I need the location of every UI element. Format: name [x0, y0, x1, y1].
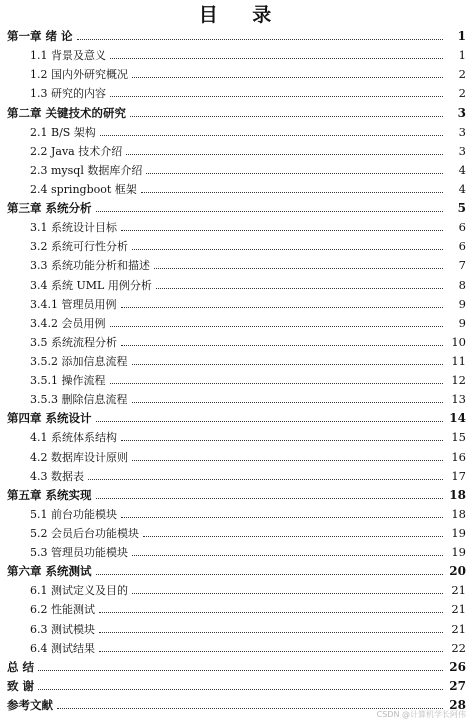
toc-entry-label: 3.4.2 会员用例 — [30, 316, 106, 330]
toc-entry-page-number: 3 — [457, 105, 466, 120]
toc-entry-page-number: 9 — [458, 315, 466, 330]
dot-leader — [121, 230, 443, 231]
toc-entry-label: 3.1 系统设计目标 — [30, 221, 117, 235]
toc-entry-label: 第一章 绪 论 — [7, 29, 73, 44]
watermark-text: CSDN @计算机学长阿伟 — [376, 710, 466, 719]
toc-entry-page-number: 11 — [451, 353, 466, 368]
dot-leader — [96, 421, 443, 422]
toc-entry-page-number: 13 — [451, 392, 466, 407]
toc-entry-label: 2.3 mysql 数据库介绍 — [30, 163, 143, 177]
toc-entry-label: 6.2 性能测试 — [30, 603, 95, 617]
toc-section-entry[interactable] — [0, 217, 474, 236]
toc-entry-page-number: 21 — [451, 602, 466, 617]
toc-entry-page-number: 20 — [449, 564, 466, 579]
toc-entry-page-number: 10 — [451, 334, 466, 349]
toc-entry-page-number: 6 — [458, 239, 466, 254]
dot-leader — [146, 173, 443, 174]
dot-leader — [88, 479, 443, 480]
toc-entry-label: 4.2 数据库设计原则 — [30, 450, 128, 464]
dot-leader — [132, 249, 443, 250]
toc-section-entry[interactable] — [0, 122, 474, 141]
dot-leader — [96, 498, 443, 499]
toc-entry-page-number: 14 — [449, 411, 466, 426]
toc-entry-page-number: 1 — [458, 48, 466, 63]
toc-entry-page-number: 6 — [458, 220, 466, 235]
toc-entry-label: 3.5 系统流程分析 — [30, 335, 117, 349]
toc-entry-label: 6.1 测试定义及目的 — [30, 584, 128, 598]
toc-section-entry[interactable] — [0, 294, 474, 313]
toc-section-entry[interactable] — [0, 599, 474, 618]
toc-entry-page-number: 2 — [458, 67, 466, 82]
dot-leader — [110, 58, 443, 59]
toc-entry-label: 第五章 系统实现 — [7, 487, 92, 502]
dot-leader — [121, 345, 443, 346]
toc-section-entry[interactable] — [0, 255, 474, 274]
dot-leader — [110, 383, 444, 384]
toc-entry-label: 3.4 系统 UML 用例分析 — [30, 278, 152, 292]
toc-entry-page-number: 28 — [449, 697, 466, 712]
toc-section-entry[interactable] — [0, 580, 474, 599]
toc-section-entry[interactable] — [0, 618, 474, 637]
toc-entry-label: 5.2 会员后台功能模块 — [30, 526, 139, 540]
toc-entry-label: 5.1 前台功能模块 — [30, 507, 117, 521]
toc-chapter-entry[interactable] — [0, 102, 474, 121]
toc-section-entry[interactable] — [0, 542, 474, 561]
toc-entry-label: 3.5.2 添加信息流程 — [30, 354, 128, 368]
dot-leader — [96, 574, 443, 575]
dot-leader — [99, 651, 443, 652]
toc-section-entry[interactable] — [0, 160, 474, 179]
toc-chapter-entry[interactable] — [0, 657, 474, 676]
toc-section-entry[interactable] — [0, 389, 474, 408]
dot-leader — [96, 211, 443, 212]
toc-section-entry[interactable] — [0, 351, 474, 370]
toc-section-entry[interactable] — [0, 141, 474, 160]
toc-entry-page-number: 3 — [458, 143, 466, 158]
toc-entry-label: 致 谢 — [7, 678, 35, 693]
dot-leader — [132, 460, 443, 461]
toc-entry-page-number: 4 — [458, 162, 466, 177]
toc-section-entry[interactable] — [0, 427, 474, 446]
toc-section-entry[interactable] — [0, 370, 474, 389]
dot-leader — [143, 536, 443, 537]
toc-section-entry[interactable] — [0, 313, 474, 332]
dot-leader — [77, 39, 443, 40]
toc-entry-label: 2.1 B/S 架构 — [30, 125, 96, 139]
toc-chapter-entry[interactable] — [0, 408, 474, 427]
toc-entry-page-number: 18 — [449, 487, 466, 502]
dot-leader — [99, 612, 443, 613]
toc-entry-label: 2.4 springboot 框架 — [30, 182, 137, 196]
dot-leader — [154, 268, 443, 269]
toc-entry-page-number: 21 — [451, 621, 466, 636]
toc-entry-page-number: 18 — [451, 506, 466, 521]
toc-entry-page-number: 21 — [451, 583, 466, 598]
dot-leader — [130, 116, 443, 117]
toc-entry-page-number: 16 — [451, 449, 466, 464]
dot-leader — [132, 77, 443, 78]
toc-entry-page-number: 5 — [457, 201, 466, 216]
toc-entry-label: 第六章 系统测试 — [7, 564, 92, 579]
dot-leader — [132, 364, 444, 365]
toc-section-entry[interactable] — [0, 83, 474, 102]
toc-chapter-entry[interactable] — [0, 676, 474, 695]
dot-leader — [132, 402, 444, 403]
toc-entry-label: 5.3 管理员功能模块 — [30, 546, 128, 560]
toc-entry-page-number: 2 — [458, 86, 466, 101]
dot-leader — [99, 632, 443, 633]
dot-leader — [38, 689, 443, 690]
toc-entry-page-number: 3 — [458, 124, 466, 139]
dot-leader — [110, 96, 443, 97]
toc-entry-label: 1.2 国内外研究概况 — [30, 68, 128, 82]
dot-leader — [121, 307, 444, 308]
toc-entry-label: 3.5.1 操作流程 — [30, 374, 106, 388]
toc-entry-label: 参考文献 — [7, 697, 53, 712]
toc-entry-label: 3.3 系统功能分析和描述 — [30, 259, 150, 273]
toc-entry-label: 1.3 研究的内容 — [30, 87, 106, 101]
dot-leader — [141, 192, 443, 193]
toc-chapter-entry[interactable] — [0, 485, 474, 504]
dot-leader — [38, 670, 443, 671]
toc-entry-label: 2.2 Java 技术介绍 — [30, 144, 123, 158]
toc-entry-page-number: 17 — [451, 468, 466, 483]
toc-entry-label: 第三章 系统分析 — [7, 201, 92, 216]
dot-leader — [121, 517, 443, 518]
toc-section-entry[interactable] — [0, 446, 474, 465]
toc-entry-label: 3.5.3 删除信息流程 — [30, 393, 128, 407]
toc-entry-label: 1.1 背景及意义 — [30, 49, 106, 63]
toc-section-entry[interactable] — [0, 466, 474, 485]
toc-section-entry[interactable] — [0, 236, 474, 255]
toc-entry-label: 第二章 关键技术的研究 — [7, 105, 127, 120]
toc-section-entry[interactable] — [0, 523, 474, 542]
toc-chapter-entry[interactable] — [0, 561, 474, 580]
dot-leader — [110, 326, 444, 327]
toc-entry-label: 4.3 数据表 — [30, 469, 84, 483]
toc-entry-page-number: 9 — [458, 296, 466, 311]
toc-chapter-entry[interactable] — [0, 26, 474, 45]
toc-entry-page-number: 12 — [451, 373, 466, 388]
toc-entry-page-number: 26 — [449, 659, 466, 674]
toc-entry-page-number: 19 — [451, 545, 466, 560]
dot-leader — [100, 135, 443, 136]
toc-entry-page-number: 19 — [451, 525, 466, 540]
toc-entry-page-number: 15 — [451, 430, 466, 445]
toc-section-entry[interactable] — [0, 274, 474, 293]
dot-leader — [156, 288, 443, 289]
toc-section-entry[interactable] — [0, 504, 474, 523]
toc-entry-label: 3.2 系统可行性分析 — [30, 240, 128, 254]
dot-leader — [132, 593, 443, 594]
toc-entry-label: 3.4.1 管理员用例 — [30, 297, 117, 311]
dot-leader — [126, 154, 443, 155]
dot-leader — [121, 440, 443, 441]
toc-section-entry[interactable] — [0, 332, 474, 351]
toc-title: 目 录 — [198, 4, 286, 26]
toc-entry-page-number: 8 — [458, 277, 466, 292]
toc-entry-label: 6.4 测试结果 — [30, 641, 95, 655]
toc-entry-page-number: 1 — [457, 29, 466, 44]
toc-entry-page-number: 27 — [449, 678, 466, 693]
toc-entry-page-number: 22 — [451, 640, 466, 655]
toc-chapter-entry[interactable] — [0, 198, 474, 217]
toc-list — [0, 26, 474, 714]
toc-entry-page-number: 4 — [458, 181, 466, 196]
dot-leader — [132, 555, 443, 556]
toc-entry-label: 6.3 测试模块 — [30, 622, 95, 636]
toc-section-entry[interactable] — [0, 45, 474, 64]
toc-section-entry[interactable] — [0, 64, 474, 83]
toc-entry-label: 4.1 系统体系结构 — [30, 431, 117, 445]
toc-entry-page-number: 7 — [458, 258, 466, 273]
toc-entry-label: 总 结 — [7, 659, 35, 674]
toc-section-entry[interactable] — [0, 638, 474, 657]
toc-section-entry[interactable] — [0, 179, 474, 198]
toc-entry-label: 第四章 系统设计 — [7, 411, 92, 426]
